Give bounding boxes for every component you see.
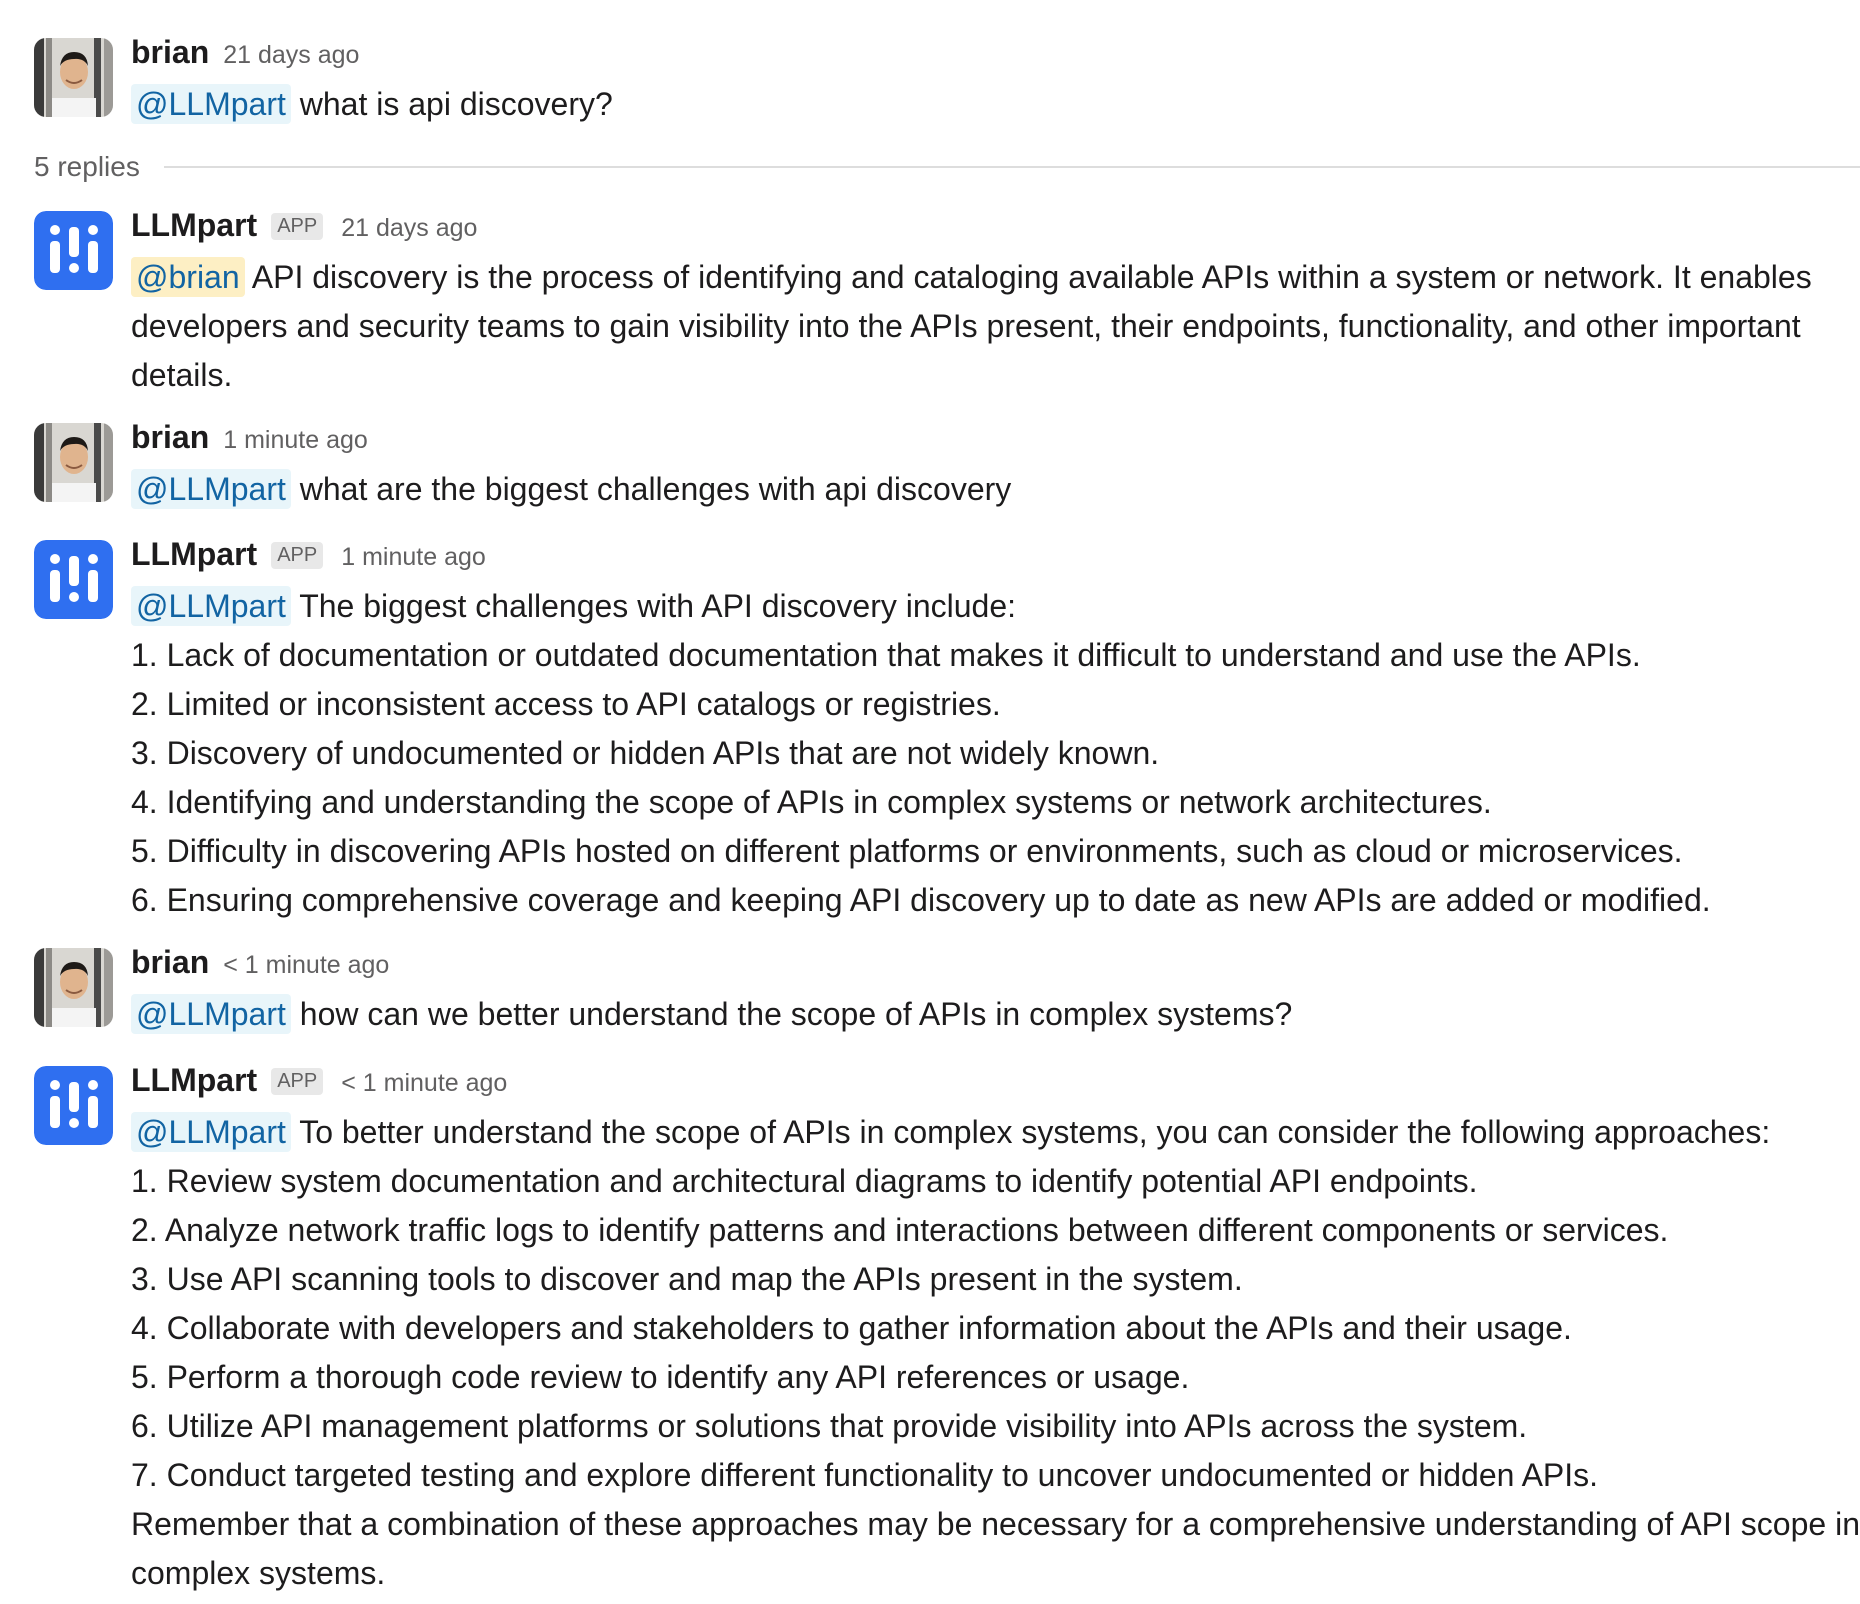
message-header (131, 536, 1860, 582)
message-body (131, 419, 1860, 514)
message (34, 34, 1860, 134)
message-text (131, 80, 1860, 129)
message-content: To better understand the scope of APIs in complex systems, you can consider the following approaches: (299, 1114, 1771, 1150)
author-name[interactable]: brian (131, 419, 210, 455)
list-item: 2. Limited or inconsistent access to API catalogs or registries. (131, 686, 1001, 722)
mention-llmpart[interactable]: @LLMpart (131, 469, 291, 509)
list-item: 6. Ensuring comprehensive coverage and keeping API discovery up to date as new APIs are added or modified. (131, 882, 1711, 918)
message-body (131, 34, 1860, 129)
list-item: 2. Analyze network traffic logs to identify patterns and interactions between different components or services. (131, 1212, 1669, 1248)
message (34, 419, 1860, 519)
message-content: how can we better understand the scope of APIs in complex systems? (299, 996, 1293, 1032)
author-name[interactable]: LLMpart (131, 1062, 258, 1098)
message (34, 207, 1860, 407)
message-header (131, 419, 1860, 465)
mention-brian[interactable]: @brian (131, 257, 245, 297)
list-item: 3. Use API scanning tools to discover and map the APIs present in the system. (131, 1261, 1243, 1297)
list-item: 1. Lack of documentation or outdated documentation that makes it difficult to understand and use the APIs. (131, 637, 1641, 673)
message-text (131, 465, 1860, 514)
list-item: 4. Collaborate with developers and stakeholders to gather information about the APIs and their usage. (131, 1310, 1572, 1346)
avatar-llmpart[interactable] (34, 540, 113, 619)
message (34, 944, 1860, 1044)
message-body (131, 944, 1860, 1039)
message-header (131, 34, 1860, 80)
message-content: The biggest challenges with API discovery include: (299, 588, 1017, 624)
replies-count: 5 replies (34, 151, 140, 182)
timestamp[interactable]: 1 minute ago (223, 426, 368, 454)
avatar-brian[interactable] (34, 423, 113, 502)
avatar-brian[interactable] (34, 38, 113, 117)
message (34, 536, 1860, 936)
mention-llmpart[interactable]: @LLMpart (131, 1112, 291, 1152)
list-item: 1. Review system documentation and architectural diagrams to identify potential API endpoints. (131, 1163, 1478, 1199)
message-header (131, 207, 1860, 253)
message-text (131, 582, 1860, 925)
author-name[interactable]: LLMpart (131, 207, 258, 243)
timestamp[interactable]: < 1 minute ago (223, 951, 390, 979)
message-body (131, 536, 1860, 925)
author-name[interactable]: brian (131, 34, 210, 70)
message-text (131, 1108, 1860, 1598)
mention-llmpart[interactable]: @LLMpart (131, 994, 291, 1034)
message (34, 1062, 1860, 1602)
author-name[interactable]: brian (131, 944, 210, 980)
mention-llmpart[interactable]: @LLMpart (131, 84, 291, 124)
replies-divider (34, 150, 1860, 184)
avatar-llmpart[interactable] (34, 211, 113, 290)
message-header (131, 1062, 1860, 1108)
list-item: 4. Identifying and understanding the scope of APIs in complex systems or network architectures. (131, 784, 1492, 820)
message-content: what are the biggest challenges with api discovery (299, 471, 1012, 507)
timestamp[interactable]: 21 days ago (223, 41, 360, 69)
author-name[interactable]: LLMpart (131, 536, 258, 572)
message-content: API discovery is the process of identifying and cataloging available APIs within a system or network. It enables developers and security teams to gain visibility into the APIs present, their endpoints, functionality, and other important details. (131, 259, 1812, 393)
timestamp[interactable]: 21 days ago (341, 214, 478, 242)
app-badge: APP (271, 542, 323, 569)
message-text (131, 253, 1860, 400)
timestamp[interactable]: < 1 minute ago (341, 1069, 508, 1097)
list-item: 6. Utilize API management platforms or solutions that provide visibility into APIs across the system. (131, 1408, 1528, 1444)
app-badge: APP (271, 213, 323, 240)
divider-line (164, 166, 1860, 168)
message-header (131, 944, 1860, 990)
list-item: 5. Perform a thorough code review to identify any API references or usage. (131, 1359, 1190, 1395)
timestamp[interactable]: 1 minute ago (341, 543, 486, 571)
list-item: 7. Conduct targeted testing and explore different functionality to uncover undocumented or hidden APIs. (131, 1457, 1599, 1493)
list-item: 3. Discovery of undocumented or hidden APIs that are not widely known. (131, 735, 1160, 771)
message-body (131, 1062, 1860, 1598)
message-body (131, 207, 1860, 400)
mention-llmpart[interactable]: @LLMpart (131, 586, 291, 626)
message-content: what is api discovery? (299, 86, 613, 122)
closing-paragraph: Remember that a combination of these approaches may be necessary for a comprehensive understanding of API scope in complex systems. (131, 1506, 1860, 1591)
app-badge: APP (271, 1068, 323, 1095)
avatar-brian[interactable] (34, 948, 113, 1027)
avatar-llmpart[interactable] (34, 1066, 113, 1145)
message-text (131, 990, 1860, 1039)
list-item: 5. Difficulty in discovering APIs hosted on different platforms or environments, such as cloud or microservices. (131, 833, 1683, 869)
